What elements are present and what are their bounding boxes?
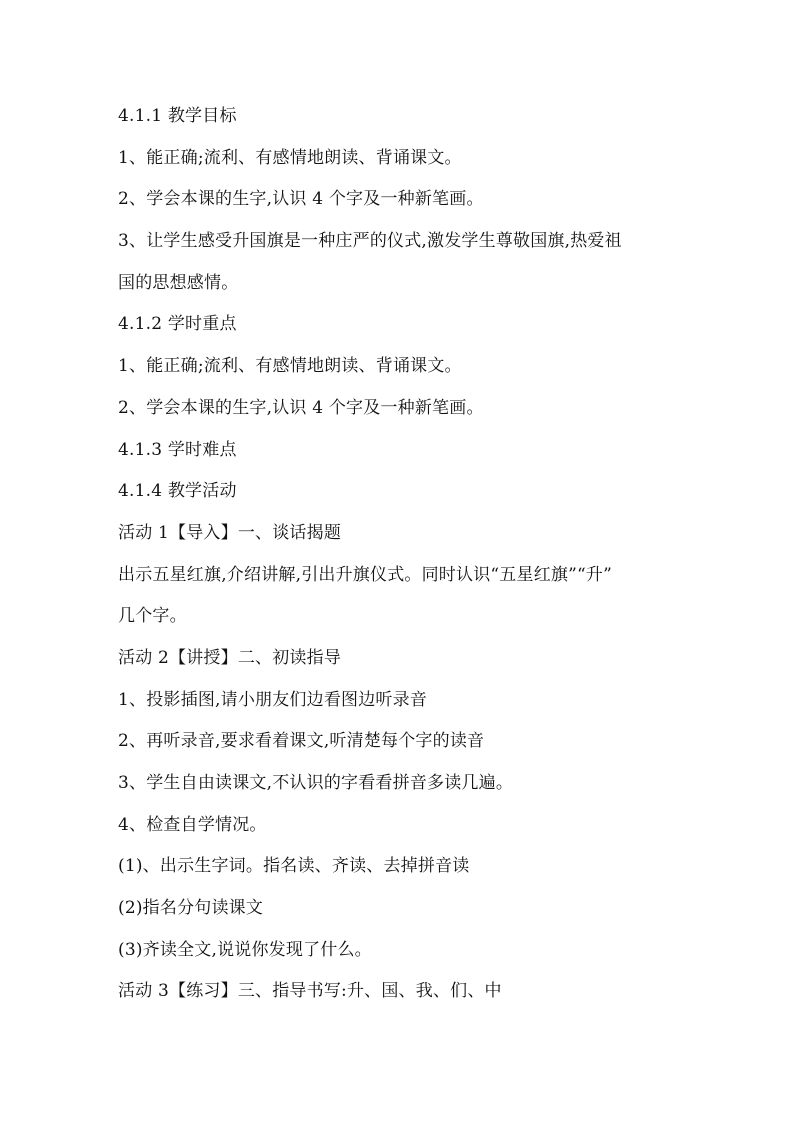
activity-1-text-line-2: 几个字。	[118, 606, 187, 627]
goal-item-3-line-1: 3、让学生感受升国旗是一种庄严的仪式,激发学生尊敬国旗,热爱祖	[118, 231, 622, 252]
goal-item-3-line-2: 国的思想感情。	[118, 272, 239, 293]
activity-1-heading: 活动 1【导入】一、谈话揭题	[118, 522, 342, 543]
document-body	[118, 102, 688, 1019]
activity-3-heading: 活动 3【练习】三、指导书写:升、国、我、们、中	[118, 981, 502, 1002]
activity-2-step-3: 3、学生自由读课文,不认识的字看看拼音多读几遍。	[118, 773, 514, 793]
section-heading-activities: 4.1.4 教学活动	[118, 481, 237, 502]
section-heading-difficulties: 4.1.3 学时难点	[118, 439, 237, 460]
activity-2-substep-1: (1)、出示生字词。指名读、齐读、去掉拼音读	[118, 856, 470, 877]
activity-2-step-1: 1、投影插图,请小朋友们边看图边听录音	[118, 689, 428, 710]
activity-2-substep-3: (3)齐读全文,说说你发现了什么。	[118, 939, 372, 960]
key-point-item-2: 2、学会本课的生字,认识 4 个字及一种新笔画。	[118, 397, 484, 418]
section-heading-key-points: 4.1.2 学时重点	[118, 314, 237, 335]
section-heading-teaching-goals: 4.1.1 教学目标	[118, 106, 237, 126]
goal-item-2: 2、学会本课的生字,认识 4 个字及一种新笔画。	[118, 189, 484, 210]
activity-2-heading: 活动 2【讲授】二、初读指导	[118, 647, 342, 668]
activity-2-substep-2: (2)指名分句读课文	[118, 898, 264, 919]
key-point-item-1: 1、能正确;流利、有感情地朗读、背诵课文。	[118, 356, 462, 377]
goal-item-1: 1、能正确;流利、有感情地朗读、背诵课文。	[118, 147, 462, 168]
activity-2-step-4: 4、检查自学情况。	[118, 814, 267, 835]
activity-2-step-2: 2、再听录音,要求看着课文,听清楚每个字的读音	[118, 731, 485, 752]
activity-1-text-line-1: 出示五星红旗,介绍讲解,引出升旗仪式。同时认识“五星红旗”“升”	[118, 564, 612, 585]
